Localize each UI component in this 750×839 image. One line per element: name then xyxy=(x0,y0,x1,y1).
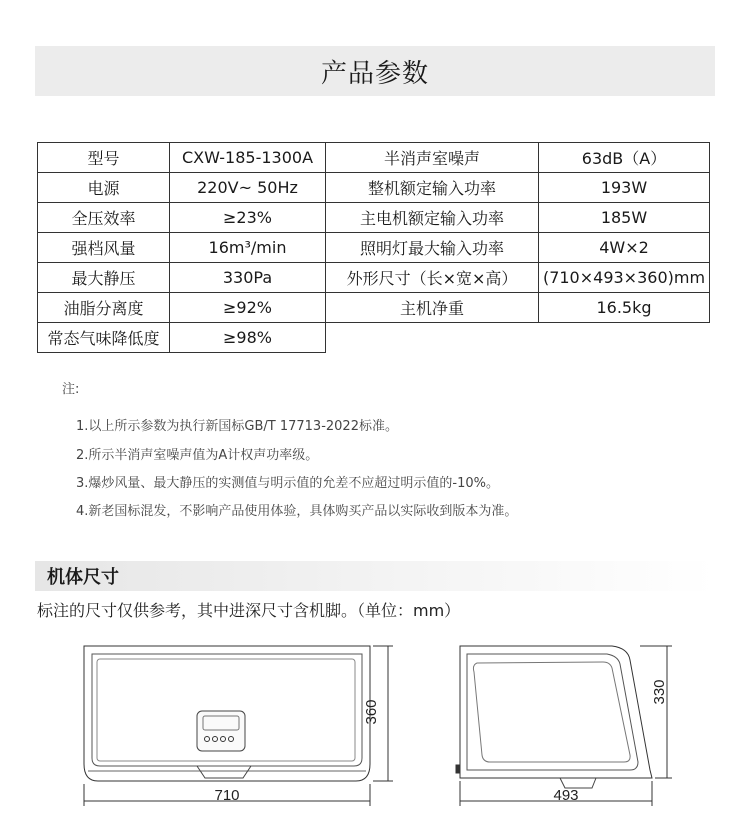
front-width-label: 710 xyxy=(214,787,240,804)
spec-label: 主电机额定输入功率 xyxy=(326,203,539,233)
spec-label: 电源 xyxy=(38,173,170,203)
page-title: 产品参数 xyxy=(320,58,429,89)
spec-value: 185W xyxy=(539,203,710,233)
spec-value: ≥23% xyxy=(170,203,326,233)
section-title: 机体尺寸 xyxy=(47,567,119,588)
spec-label: 最大静压 xyxy=(38,263,170,293)
spec-label: 全压效率 xyxy=(38,203,170,233)
side-dimension-lines xyxy=(460,646,672,806)
spec-value: ≥98% xyxy=(170,323,326,353)
spec-value: (710×493×360)mm xyxy=(539,263,710,293)
spec-label: 强档风量 xyxy=(38,233,170,263)
spec-value: 16m³/min xyxy=(170,233,326,263)
note-item: 4.新老国标混发，不影响产品使用体验，具体购买产品以实际收到版本为准。 xyxy=(76,504,518,519)
note-item: 1.以上所示参数为执行新国标GB/T 17713-2022标准。 xyxy=(76,419,398,434)
spec-label: 油脂分离度 xyxy=(38,293,170,323)
spec-label: 照明灯最大输入功率 xyxy=(326,233,539,263)
note-item: 3.爆炒风量、最大静压的实测值与明示值的允差不应超过明示值的-10%。 xyxy=(76,476,499,491)
spec-value: CXW-185-1300A xyxy=(170,143,326,173)
side-view-drawing xyxy=(456,646,652,788)
spec-value: 63dB（A） xyxy=(539,143,710,173)
spec-value: 16.5kg xyxy=(539,293,710,323)
notes-label: 注: xyxy=(62,382,80,397)
front-view-drawing xyxy=(84,646,370,781)
spec-value: ≥92% xyxy=(170,293,326,323)
spec-label: 常态气味降低度 xyxy=(38,323,170,353)
spec-label: 外形尺寸（长×宽×高） xyxy=(326,263,539,293)
section-subtitle: 标注的尺寸仅供参考，其中进深尺寸含机脚。（单位：mm） xyxy=(37,601,461,620)
side-depth-label: 493 xyxy=(553,787,579,804)
front-height-label: 360 xyxy=(363,699,380,725)
spec-value: 193W xyxy=(539,173,710,203)
spec-value: 4W×2 xyxy=(539,233,710,263)
spec-label: 整机额定输入功率 xyxy=(326,173,539,203)
spec-label: 型号 xyxy=(38,143,170,173)
side-height-label: 330 xyxy=(651,679,668,705)
spec-value: 330Pa xyxy=(170,263,326,293)
spec-label: 主机净重 xyxy=(326,293,539,323)
spec-value: 220V~ 50Hz xyxy=(170,173,326,203)
note-item: 2.所示半消声室噪声值为A计权声功率级。 xyxy=(76,448,319,463)
spec-label: 半消声室噪声 xyxy=(326,143,539,173)
